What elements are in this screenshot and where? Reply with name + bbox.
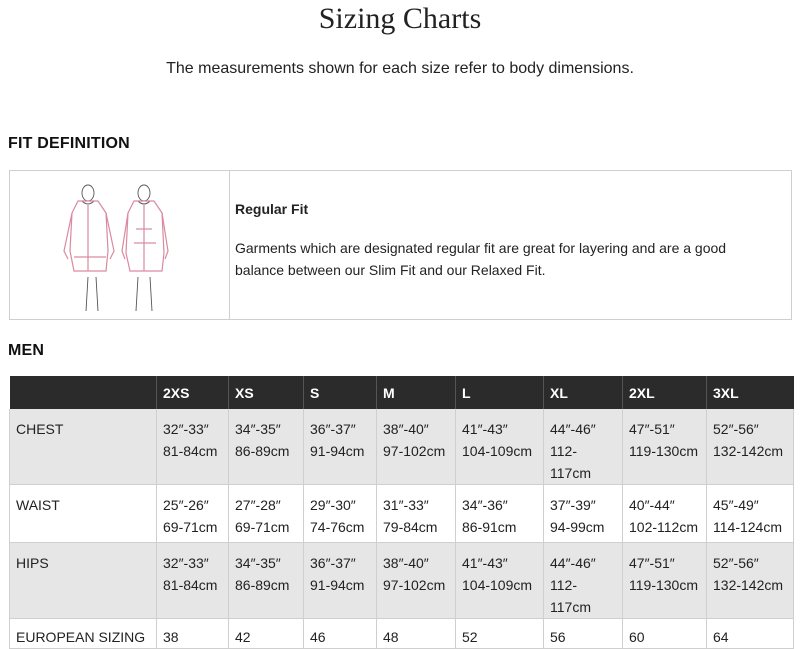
table-cell: 48 bbox=[377, 619, 456, 649]
table-cell: 38 bbox=[157, 619, 229, 649]
table-cell: 44″-46″ 112-117cm bbox=[544, 543, 623, 619]
table-cell: 47″-51″ 119-130cm bbox=[623, 409, 707, 485]
table-cell: 46 bbox=[304, 619, 377, 649]
table-cell: 36″-37″ 91-94cm bbox=[304, 409, 377, 485]
men-heading: MEN bbox=[8, 342, 45, 359]
row-label: CHEST bbox=[10, 409, 157, 485]
table-cell: 52 bbox=[456, 619, 544, 649]
jacket-sketch-icon bbox=[10, 171, 229, 319]
column-header: 2XS bbox=[157, 376, 229, 409]
row-label: EUROPEAN SIZING bbox=[10, 619, 157, 649]
page-title: Sizing Charts bbox=[318, 2, 482, 35]
page-subtitle: The measurements shown for each size refer to body dimensions. bbox=[166, 60, 634, 77]
table-cell: 25″-26″ 69-71cm bbox=[157, 485, 229, 543]
table-row bbox=[10, 485, 794, 543]
table-cell: 29″-30″ 74-76cm bbox=[304, 485, 377, 543]
fit-illustration bbox=[10, 171, 230, 319]
table-cell: 34″-36″ 86-91cm bbox=[456, 485, 544, 543]
table-cell: 41″-43″ 104-109cm bbox=[456, 409, 544, 485]
table-cell: 41″-43″ 104-109cm bbox=[456, 543, 544, 619]
table-cell: 34″-35″ 86-89cm bbox=[229, 409, 304, 485]
table-cell: 31″-33″ 79-84cm bbox=[377, 485, 456, 543]
table-cell: 44″-46″ 112-117cm bbox=[544, 409, 623, 485]
fit-definition-heading: FIT DEFINITION bbox=[8, 135, 130, 152]
table-cell: 36″-37″ 91-94cm bbox=[304, 543, 377, 619]
column-header: L bbox=[456, 376, 544, 409]
fit-description: Garments which are designated regular fit are great for layering and are a good balance between our Slim Fit and our Relaxed Fit. bbox=[235, 240, 727, 278]
table-cell: 42 bbox=[229, 619, 304, 649]
table-cell: 47″-51″ 119-130cm bbox=[623, 543, 707, 619]
table-row bbox=[10, 619, 794, 649]
table-cell: 56 bbox=[544, 619, 623, 649]
men-size-table bbox=[9, 376, 794, 649]
table-header-row bbox=[10, 376, 794, 409]
table-cell: 32″-33″ 81-84cm bbox=[157, 409, 229, 485]
column-header: XL bbox=[544, 376, 623, 409]
table-row bbox=[10, 543, 794, 619]
table-cell: 64 bbox=[707, 619, 794, 649]
column-header: M bbox=[377, 376, 456, 409]
table-row bbox=[10, 409, 794, 485]
table-cell: 60 bbox=[623, 619, 707, 649]
table-cell: 52″-56″ 132-142cm bbox=[707, 543, 794, 619]
table-cell: 37″-39″ 94-99cm bbox=[544, 485, 623, 543]
table-cell: 45″-49″ 114-124cm bbox=[707, 485, 794, 543]
row-label: HIPS bbox=[10, 543, 157, 619]
column-header: 3XL bbox=[707, 376, 794, 409]
column-header bbox=[10, 376, 157, 409]
table-cell: 27″-28″ 69-71cm bbox=[229, 485, 304, 543]
fit-name: Regular Fit bbox=[235, 201, 309, 217]
fit-definition-box bbox=[9, 170, 792, 320]
column-header: XS bbox=[229, 376, 304, 409]
row-label: WAIST bbox=[10, 485, 157, 543]
table-cell: 38″-40″ 97-102cm bbox=[377, 409, 456, 485]
table-cell: 38″-40″ 97-102cm bbox=[377, 543, 456, 619]
table-cell: 52″-56″ 132-142cm bbox=[707, 409, 794, 485]
column-header: 2XL bbox=[623, 376, 707, 409]
column-header: S bbox=[304, 376, 377, 409]
table-cell: 40″-44″ 102-112cm bbox=[623, 485, 707, 543]
table-cell: 34″-35″ 86-89cm bbox=[229, 543, 304, 619]
table-cell: 32″-33″ 81-84cm bbox=[157, 543, 229, 619]
